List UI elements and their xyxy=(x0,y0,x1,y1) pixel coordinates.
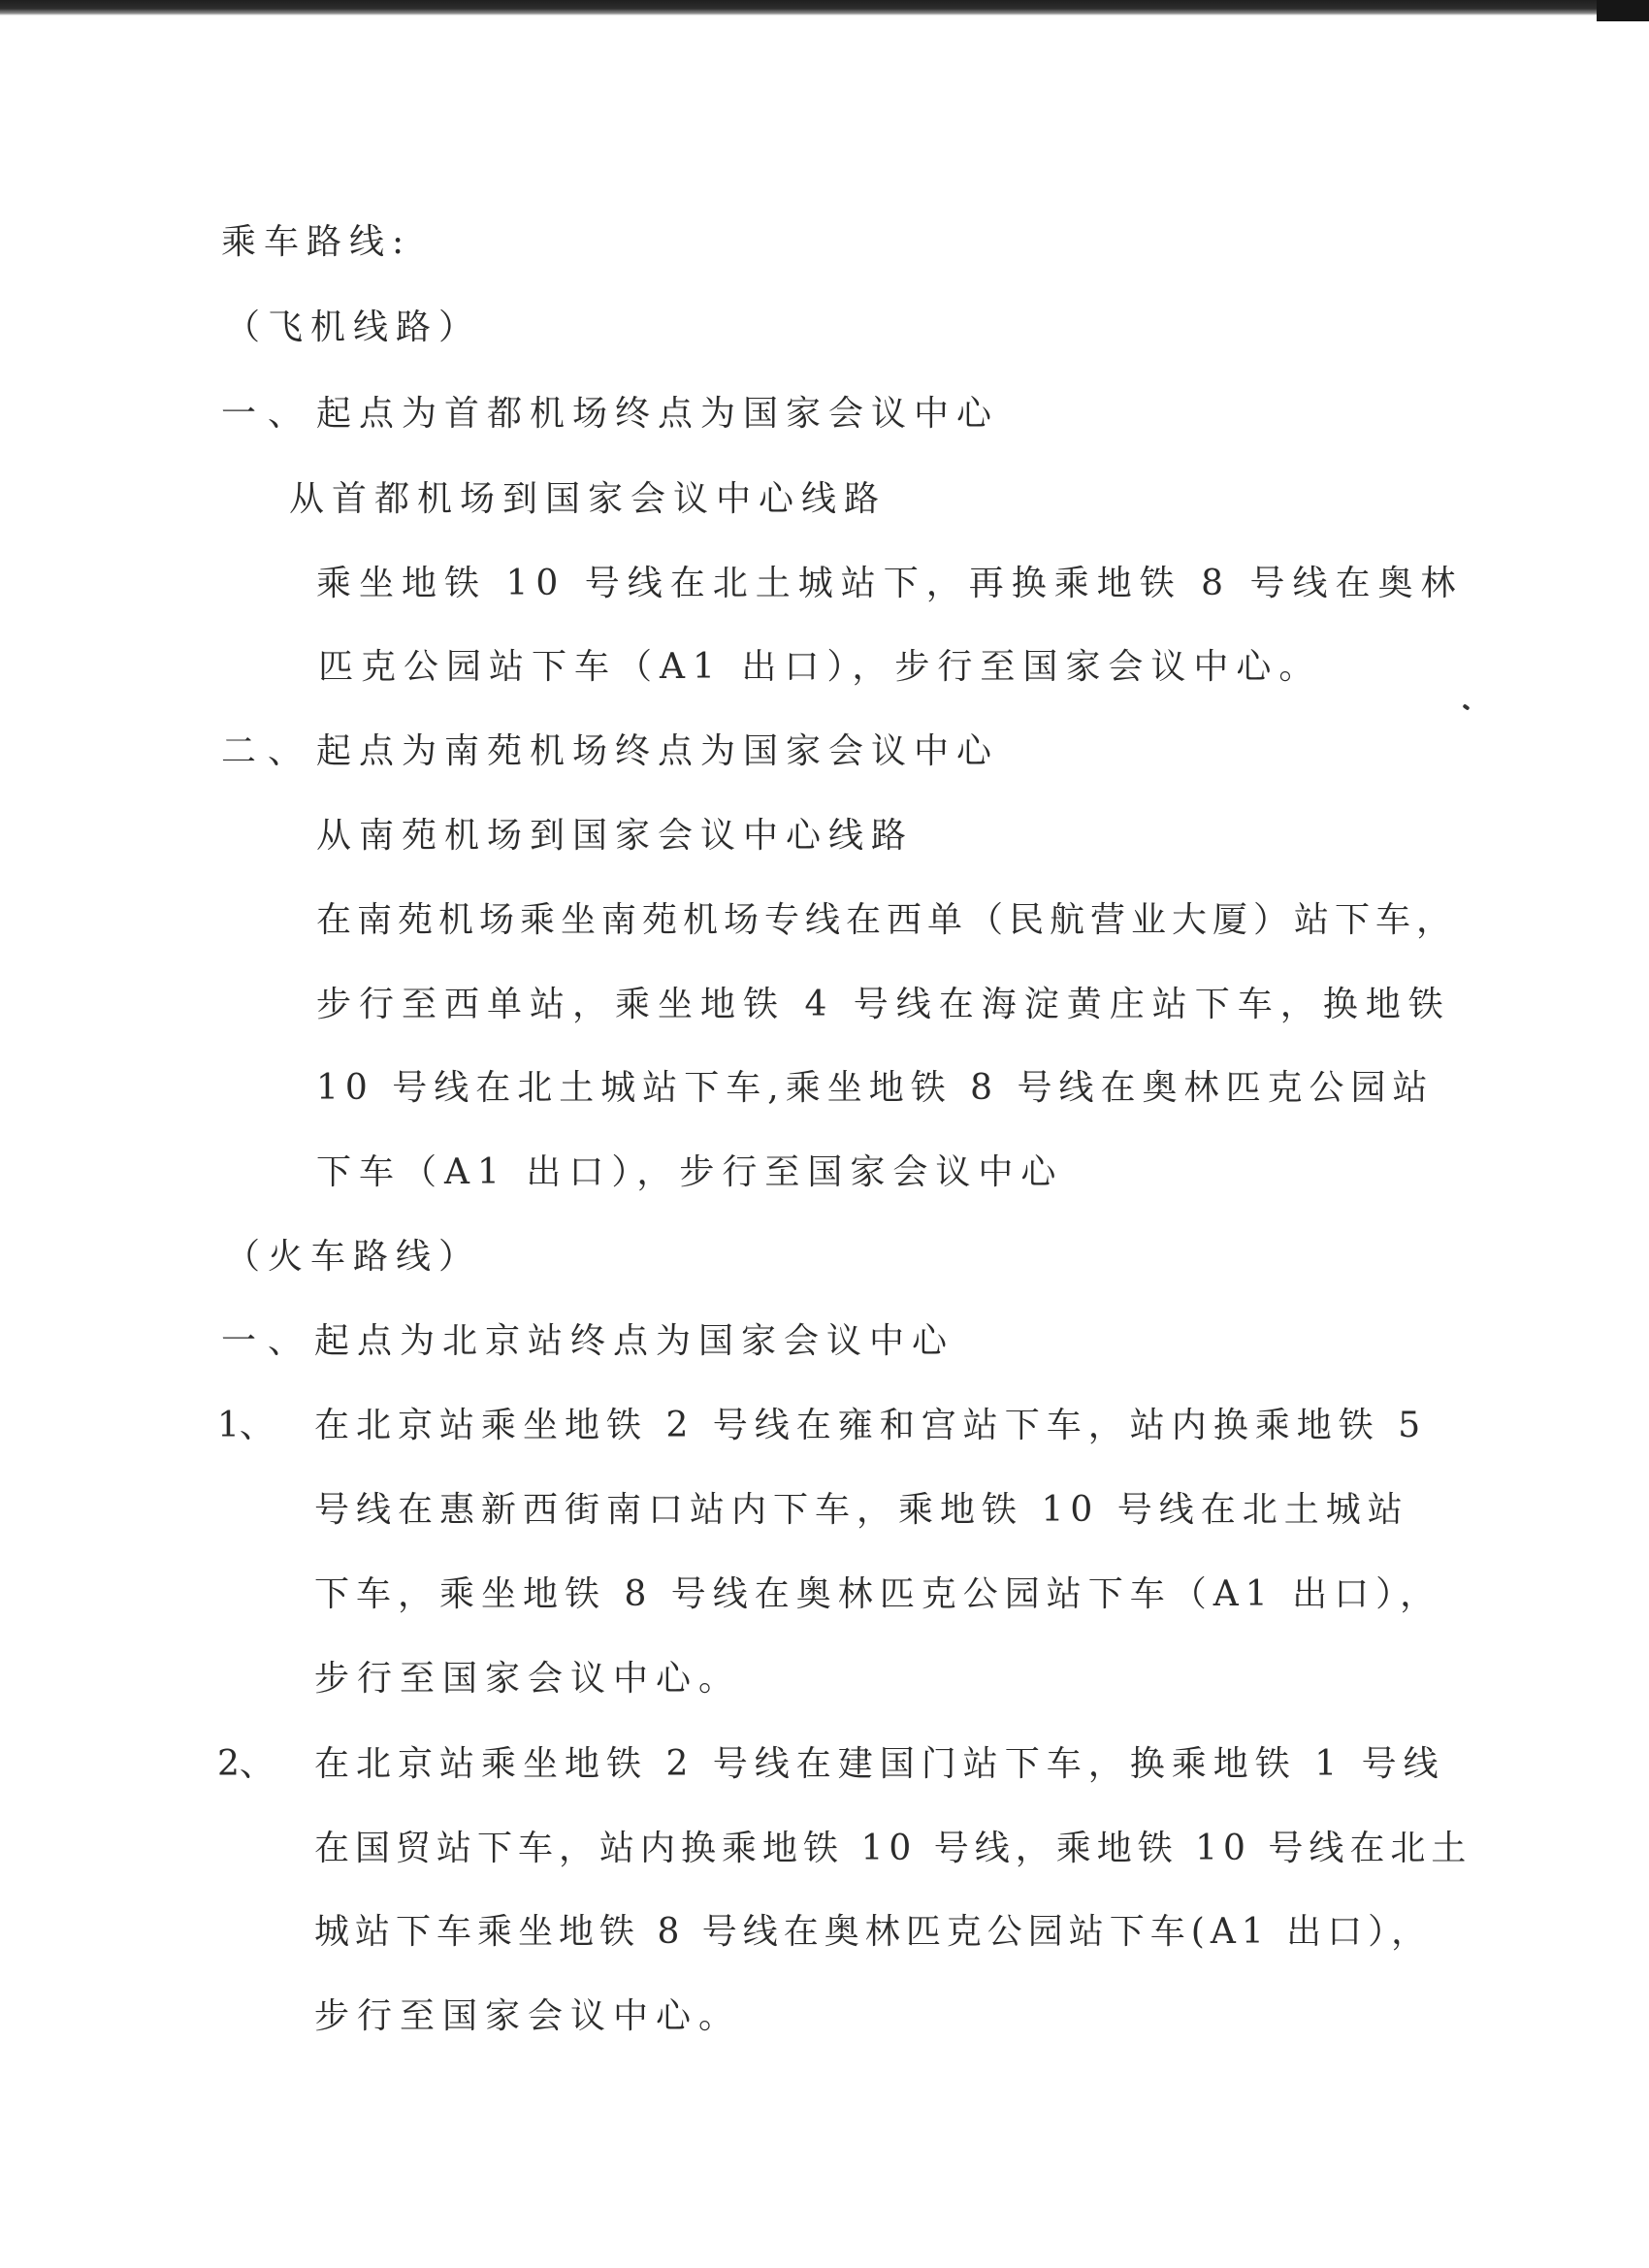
flight-route1-subtitle: 从首都机场到国家会议中心线路 xyxy=(289,479,888,519)
train-option1-line: 号线在惠新西街南口站内下车，乘地铁 10 号线在北土城站 xyxy=(314,1490,1409,1530)
flight-route2-line: 10 号线在北土城站下车,乘坐地铁 8 号线在奥林匹克公园站 xyxy=(316,1068,1435,1108)
page-heading: 乘车路线: xyxy=(221,222,412,262)
train-option1-number: 1、 xyxy=(217,1406,275,1445)
train-option2-line: 城站下车乘坐地铁 8 号线在奥林匹克公园站下车(A1 出口）， xyxy=(314,1912,1433,1952)
train-option2-line: 在北京站乘坐地铁 2 号线在建国门站下车，换乘地铁 1 号线 xyxy=(314,1744,1445,1784)
train-option1-line: 步行至国家会议中心。 xyxy=(314,1659,742,1699)
train-option2-line: 步行至国家会议中心。 xyxy=(314,1996,742,2036)
train-option1-line: 在北京站乘坐地铁 2 号线在雍和宫站下车，站内换乘地铁 5 xyxy=(314,1406,1428,1445)
train-option1-line: 下车，乘坐地铁 8 号线在奥林匹克公园站下车（A1 出口）， xyxy=(314,1574,1442,1614)
flight-route2-subtitle: 从南苑机场到国家会议中心线路 xyxy=(316,816,915,856)
flight-route1-line: 乘坐地铁 10 号线在北土城站下，再换乘地铁 8 号线在奥林 xyxy=(316,564,1464,603)
flight-section-title: （飞机线路） xyxy=(225,308,482,347)
flight-route1-line: 匹克公园站下车（A1 出口），步行至国家会议中心。 xyxy=(318,647,1322,687)
train-route1-number: 一、 xyxy=(221,1321,315,1361)
train-route1-title: 起点为北京站终点为国家会议中心 xyxy=(314,1321,955,1361)
flight-route2-line: 步行至西单站，乘坐地铁 4 号线在海淀黄庄站下车，换地铁 xyxy=(316,985,1451,1024)
flight-route2-number: 二、 xyxy=(221,731,315,771)
flight-route2-title: 起点为南苑机场终点为国家会议中心 xyxy=(316,731,1000,771)
train-option2-number: 2、 xyxy=(217,1744,275,1784)
flight-route2-line: 在南苑机场乘坐南苑机场专线在西单（民航营业大厦）站下车， xyxy=(316,900,1458,940)
train-section-title: （火车路线） xyxy=(225,1237,482,1277)
flight-route1-number: 一、 xyxy=(221,394,315,434)
flight-route2-line: 下车（A1 出口），步行至国家会议中心 xyxy=(316,1152,1064,1192)
flight-route1-title: 起点为首都机场终点为国家会议中心 xyxy=(316,394,1000,434)
train-option2-line: 在国贸站下车，站内换乘地铁 10 号线，乘地铁 10 号线在北土 xyxy=(314,1829,1472,1868)
